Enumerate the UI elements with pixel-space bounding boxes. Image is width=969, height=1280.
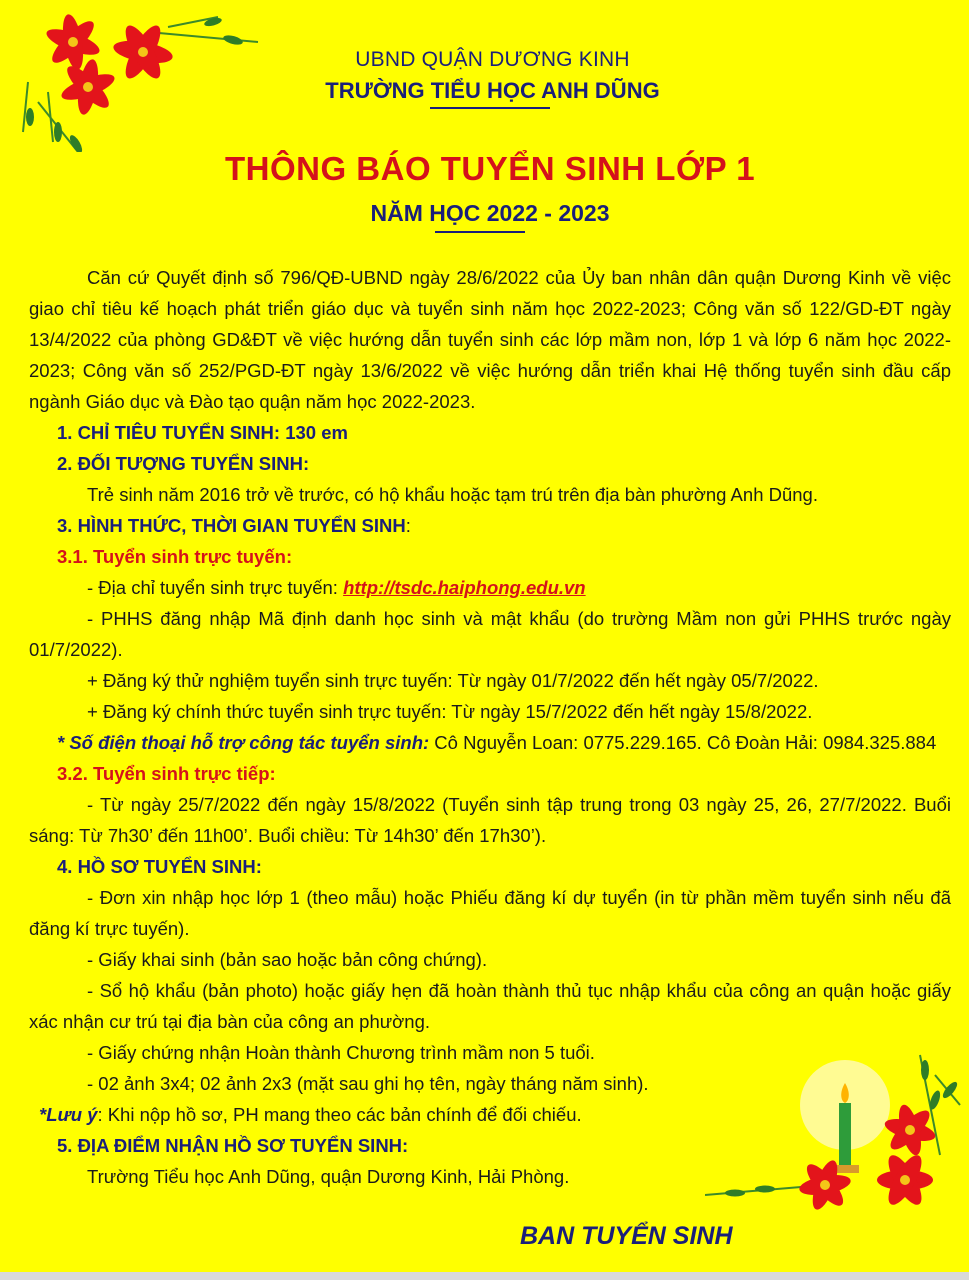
document-item: - Giấy chứng nhận Hoàn thành Chương trình mầm non 5 tuổi.	[87, 1042, 595, 1063]
online-trial-text: + Đăng ký thử nghiệm tuyển sinh trực tuyến: Từ ngày 01/7/2022 đến hết ngày 05/7/2022.	[87, 670, 819, 691]
online-login-text: - PHHS đăng nhập Mã định danh học sinh và mật khẩu (do trường Mầm non gửi PHHS trước ngày 01/7/2022).	[29, 608, 951, 660]
document-item: - Sổ hộ khẩu (bản photo) hoặc giấy hẹn đã hoàn thành thủ tục nhập khẩu của công an quận hoặc giấy xác nhận cư trú tại địa bàn của công an phường.	[29, 980, 951, 1032]
online-heading	[29, 541, 951, 572]
documents-note-label: *Lưu ý	[39, 1104, 98, 1125]
section-method-heading: 3. HÌNH THỨC, THỜI GIAN TUYỂN SINH	[57, 515, 406, 536]
document-item: - Giấy khai sinh (bản sao hoặc bản công chứng).	[87, 949, 488, 970]
direct-heading-text: 3.2. Tuyển sinh trực tiếp:	[57, 763, 276, 784]
district-name: UBND QUẬN DƯƠNG KINH	[355, 48, 630, 71]
online-address	[29, 572, 951, 603]
section-method	[29, 510, 951, 541]
school-year: NĂM HỌC 2022 - 2023	[370, 200, 610, 226]
online-official-text: + Đăng ký chính thức tuyển sinh trực tuyến: Từ ngày 15/7/2022 đến hết ngày 15/8/2022.	[87, 701, 813, 722]
document-item: - 02 ảnh 3x4; 02 ảnh 2x3 (mặt sau ghi họ tên, ngày tháng năm sinh).	[87, 1073, 649, 1094]
section-documents	[29, 851, 951, 882]
location-text: Trường Tiểu học Anh Dũng, quận Dương Kinh, Hải Phòng.	[87, 1166, 570, 1187]
page-bottom-edge	[0, 1272, 969, 1280]
online-address-link[interactable]: http://tsdc.haiphong.edu.vn	[343, 577, 586, 598]
hotline-label: * Số điện thoại hỗ trợ công tác tuyển sinh:	[57, 732, 430, 753]
section-location-heading: 5. ĐỊA ĐIỂM NHẬN HỒ SƠ TUYỂN SINH:	[57, 1135, 409, 1156]
title-divider	[435, 231, 525, 233]
documents-note-text: : Khi nộp hồ sơ, PH mang theo các bản chính để đối chiếu.	[97, 1104, 582, 1125]
intro-paragraph: Căn cứ Quyết định số 796/QĐ-UBND ngày 28/6/2022 của Ủy ban nhân dân quận Dương Kinh về việc giao chỉ tiêu kế hoạch phát triển giáo dục và tuyển sinh năm học 2022-2023; Công văn số 122/GD-ĐT ngày 13/4/2022 của phòng GD&ĐT về việc hướng dẫn tuyển sinh các lớp mầm non, lớp 1 và lớp 6 năm học 2022-2023; Công văn số 252/PGD-ĐT ngày 13/6/2022 về việc hướng dẫn triển khai Hệ thống tuyển sinh đầu cấp ngành Giáo dục và Đào tạo quận năm học 2022-2023.	[29, 267, 951, 412]
section-quota-heading: 1. CHỈ TIÊU TUYỂN SINH: 130 em	[57, 422, 348, 443]
hotline-text: Cô Nguyễn Loan: 0775.229.165. Cô Đoàn Hải: 0984.325.884	[429, 732, 937, 753]
section-documents-heading: 4. HỒ SƠ TUYỂN SINH:	[57, 856, 262, 877]
section-eligibility	[29, 448, 951, 479]
direct-text: - Từ ngày 25/7/2022 đến ngày 15/8/2022 (Tuyển sinh tập trung trong 03 ngày 25, 26, 27/7/2022. Buổi sáng: Từ 7h30’ đến 11h00’. Buổi chiều: Từ 14h30’ đến 17h30’).	[29, 794, 951, 846]
document-item: - Đơn xin nhập học lớp 1 (theo mẫu) hoặc Phiếu đăng kí dự tuyển (in từ phần mềm tuyển sinh nếu đã đăng kí trực tuyến).	[29, 887, 951, 939]
signature: BAN TUYỂN SINH	[520, 1222, 733, 1250]
candle-poinsettia-icon	[705, 1045, 967, 1215]
eligibility-text: Trẻ sinh năm 2016 trở về trước, có hộ khẩu hoặc tạm trú trên địa bàn phường Anh Dũng.	[87, 484, 818, 505]
header-divider	[430, 107, 550, 109]
online-address-label: - Địa chỉ tuyển sinh trực tuyến:	[87, 577, 344, 598]
section-eligibility-heading: 2. ĐỐI TƯỢNG TUYỂN SINH:	[57, 453, 310, 474]
hotline	[29, 727, 951, 758]
page-title: THÔNG BÁO TUYỂN SINH LỚP 1	[224, 150, 756, 187]
section-method-colon: :	[405, 515, 411, 536]
online-heading-text: 3.1. Tuyển sinh trực tuyến:	[57, 546, 293, 567]
school-name: TRƯỜNG TIỂU HỌC ANH DŨNG	[325, 78, 660, 103]
direct-heading	[29, 758, 951, 789]
section-quota	[29, 417, 951, 448]
